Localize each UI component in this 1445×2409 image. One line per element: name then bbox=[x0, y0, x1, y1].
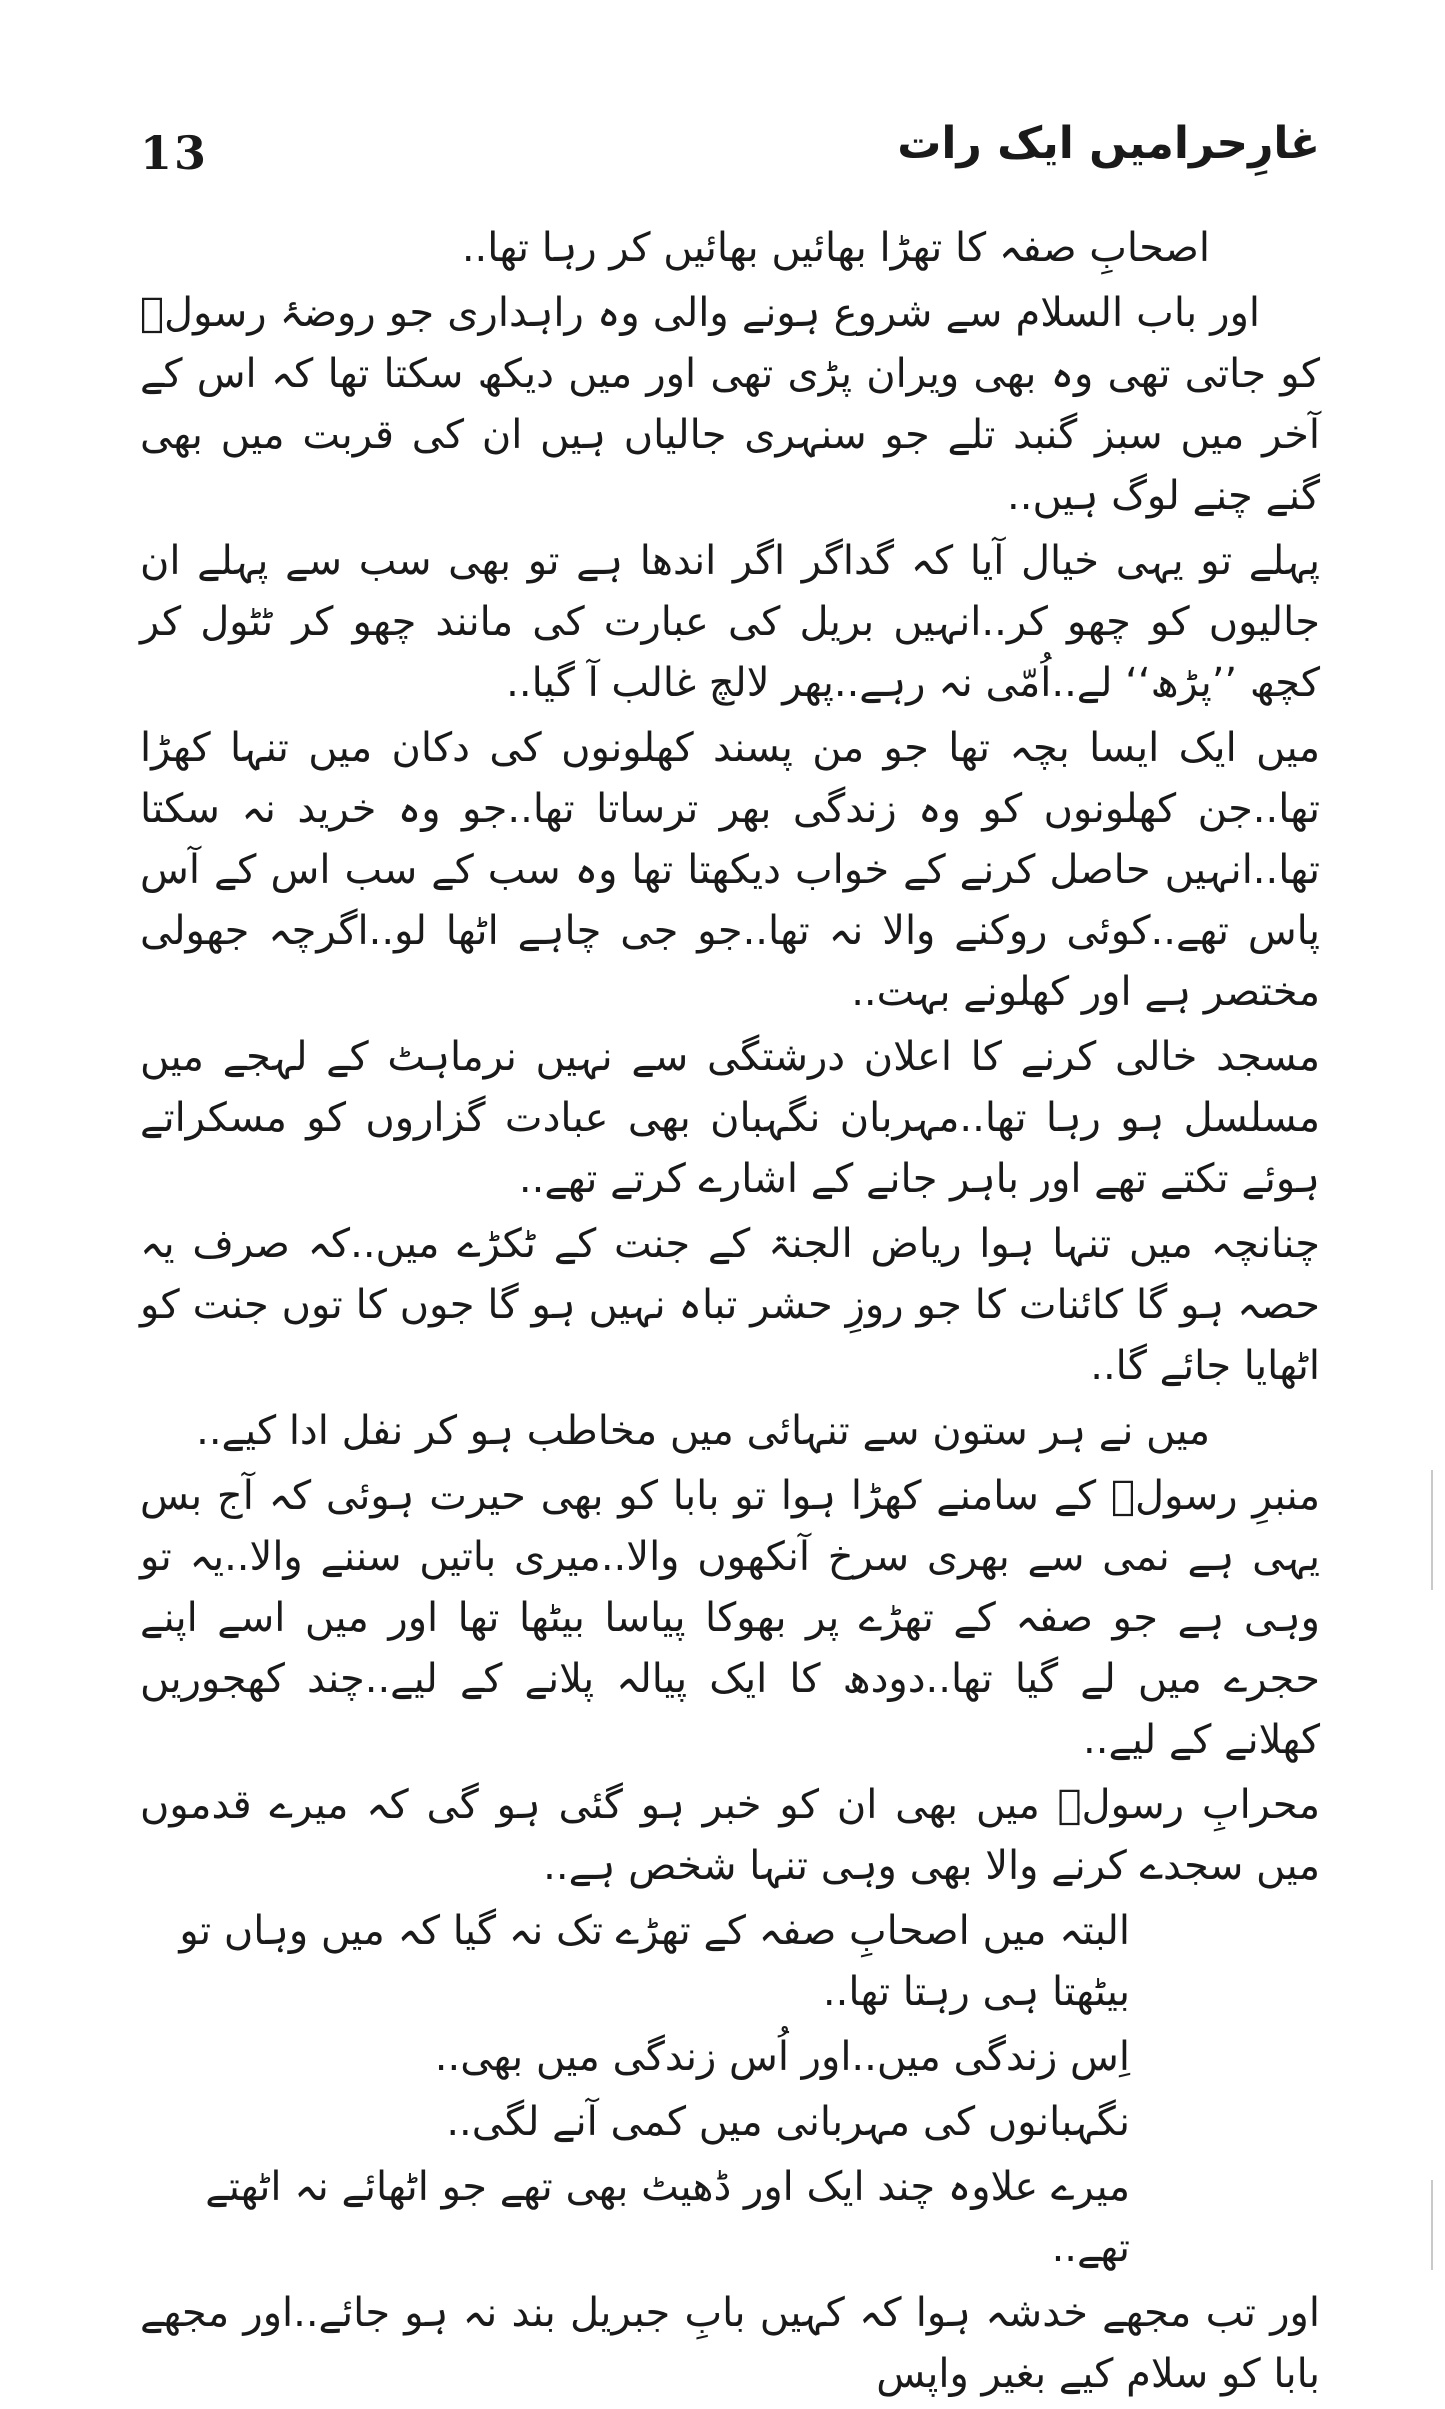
paragraph: چنانچہ میں تنہا ہوا ریاض الجنۃ کے جنت کے ٹکڑے میں..کہ صرف یہ حصہ ہو گا کائنات کا جو روزِ حشر تباہ نہیں ہو گا جوں کا توں جنت کو اٹھایا جائے گا.. bbox=[140, 1221, 1320, 1389]
page-edge-shadow bbox=[1431, 1470, 1433, 1590]
running-title: غارِحرامیں ایک رات bbox=[897, 118, 1320, 169]
page-body bbox=[140, 218, 1320, 2409]
paragraph: نگہبانوں کی مہربانی میں کمی آنے لگی.. bbox=[446, 2099, 1130, 2145]
paragraph: محرابِ رسولؐ میں بھی ان کو خبر ہو گئی ہو گی کہ میرے قدموں میں سجدے کرنے والا بھی وہی تنہا شخص ہے.. bbox=[140, 1782, 1320, 1889]
paragraph: میں نے ہر ستون سے تنہائی میں مخاطب ہو کر نفل ادا کیے.. bbox=[196, 1408, 1210, 1454]
page-header bbox=[140, 118, 1320, 198]
page-edge-shadow bbox=[1431, 2180, 1433, 2270]
paragraph: پہلے تو یہی خیال آیا کہ گداگر اگر اندھا ہے تو بھی سب سے پہلے ان جالیوں کو چھو کر..انہیں بریل کی عبارت کی مانند چھو کر ٹٹول کر کچھ ’’پڑھ‘‘ لے..اُمّی نہ رہے..پھر لالچ غالب آ گیا.. bbox=[140, 538, 1320, 706]
paragraph: منبرِ رسولؐ کے سامنے کھڑا ہوا تو بابا کو بھی حیرت ہوئی کہ آج بس یہی ہے نمی سے بھری سرخ آنکھوں والا..میری باتیں سننے والا..یہ تو وہی ہے جو صفہ کے تھڑے پر بھوکا پیاسا بیٹھا تھا اور میں اسے اپنے حجرے میں لے گیا تھا..دودھ کا ایک پیالہ پلانے کے لیے..چند کھجوریں کھلانے کے لیے.. bbox=[140, 1473, 1320, 1763]
paragraph: میرے علاوہ چند ایک اور ڈھیٹ بھی تھے جو اٹھائے نہ اٹھتے تھے.. bbox=[205, 2164, 1130, 2271]
paragraph: البتہ میں اصحابِ صفہ کے تھڑے تک نہ گیا کہ میں وہاں تو بیٹھتا ہی رہتا تھا.. bbox=[179, 1908, 1130, 2015]
paragraph: اور باب السلام سے شروع ہونے والی وہ راہداری جو روضۂ رسولؐ کو جاتی تھی وہ بھی ویران پڑی تھی اور میں دیکھ سکتا تھا کہ اس کے آخر میں سبز گنبد تلے جو سنہری جالیاں ہیں ان کی قربت میں بھی گنے چنے لوگ ہیں.. bbox=[140, 290, 1320, 519]
paragraph: مسجد خالی کرنے کا اعلان درشتگی سے نہیں نرماہٹ کے لہجے میں مسلسل ہو رہا تھا..مہربان نگہبان بھی عبادت گزاروں کو مسکراتے ہوئے تکتے تھے اور باہر جانے کے اشارے کرتے تھے.. bbox=[140, 1034, 1321, 1202]
paragraph: اصحابِ صفہ کا تھڑا بھائیں بھائیں کر رہا تھا.. bbox=[461, 225, 1210, 271]
paragraph: میں ایک ایسا بچہ تھا جو من پسند کھلونوں کی دکان میں تنہا کھڑا تھا..جن کھلونوں کو وہ زندگی بھر ترساتا تھا..جو وہ خرید نہ سکتا تھا..انہیں حاصل کرنے کے خواب دیکھتا تھا وہ سب کے سب اس کے آس پاس تھے..کوئی روکنے والا نہ تھا..جو جی چاہے اٹھا لو..اگرچہ جھولی مختصر ہے اور کھلونے بہت.. bbox=[140, 725, 1320, 1015]
page-number: 13 bbox=[140, 126, 209, 180]
paragraph: اِس زندگی میں..اور اُس زندگی میں بھی.. bbox=[434, 2034, 1130, 2080]
paragraph: اور تب مجھے خدشہ ہوا کہ کہیں بابِ جبریل بند نہ ہو جائے..اور مجھے بابا کو سلام کیے بغیر واپس bbox=[140, 2290, 1320, 2397]
